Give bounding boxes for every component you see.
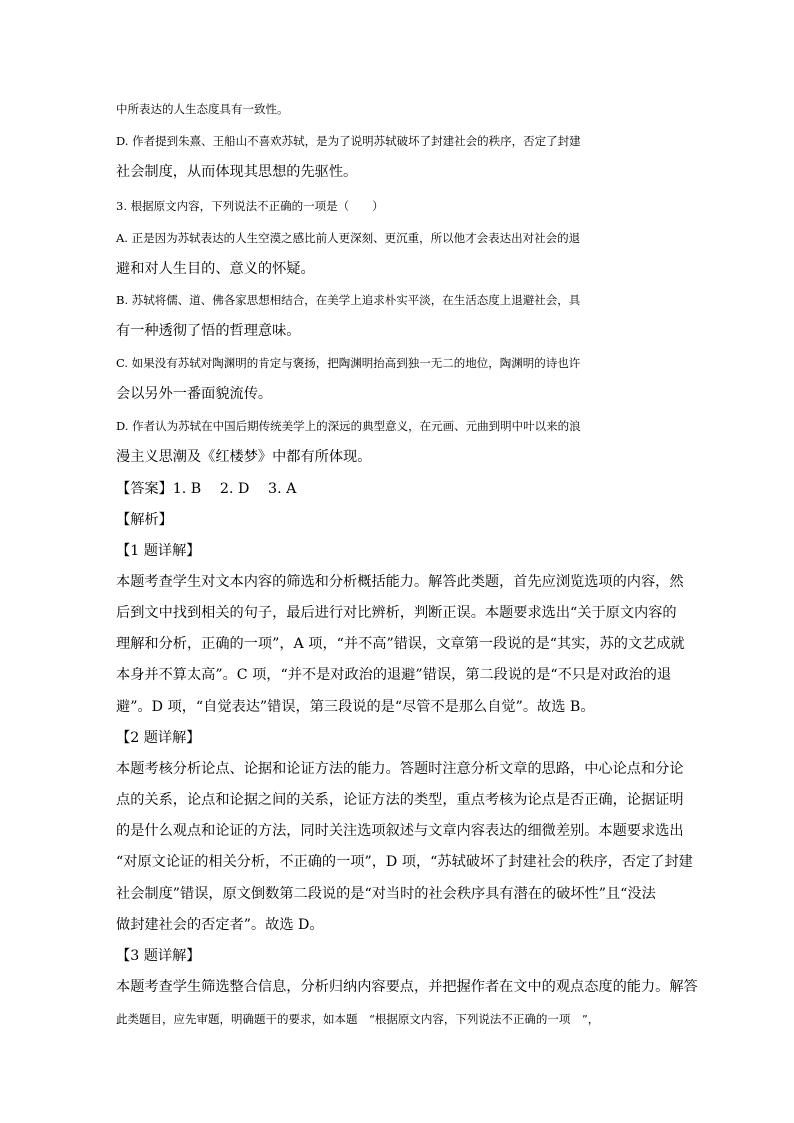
option-a-line: A. 正是因为苏轼表达的人生空漠之感比前人更深刻、更沉重，所以他才会表达出对社会的退	[116, 231, 581, 245]
text-line: 的是什么观点和论证的方法，同时关注选项叙述与文章内容表达的细微差别。本题要求选出	[116, 823, 684, 839]
text-line: 避和对人生目的、意义的怀疑。	[116, 261, 315, 277]
text-line: 社会制度”错误，原文倒数第二段说的是“对当时的社会秩序具有潜在的破坏性”且“没法	[116, 886, 656, 902]
text-line: 本题考查学生对文本内容的筛选和分析概括能力。解答此类题，首先应浏览选项的内容，然	[116, 574, 684, 590]
text-line: 此类题目，应先审题，明确题干的要求，如本题 “根据原文内容，下列说法不正确的一项 ”，	[116, 1012, 600, 1026]
option-b-line: B. 苏轼将儒、道、佛各家思想相结合，在美学上追求朴实平淡，在生活态度上退避社会，具	[116, 293, 581, 307]
text-line: 理解和分析，正确的一项”，A 项，“并不高”错误，文章第一段说的是“其实，苏的文艺成就	[116, 636, 685, 652]
text-line: 后到文中找到相关的句子，最后进行对比辨析，判断正误。本题要求选出“关于原文内容的	[116, 605, 677, 621]
text-line: 本题考核分析论点、论据和论证方法的能力。答题时注意分析文章的思路，中心论点和分论	[116, 761, 684, 777]
text-line: 本题考查学生筛选整合信息，分析归纳内容要点，并把握作者在文中的观点态度的能力。解答	[116, 979, 698, 995]
question-3-stem: 3. 根据原文内容，下列说法不正确的一项是（ ）	[116, 199, 384, 213]
text-line: “对原文论证的相关分析，不正确的一项”，D 项，“苏轼破坏了封建社会的秩序，否定了封建	[116, 854, 693, 870]
text-line: 本身并不算太高”。C 项，“并不是对政治的退避”错误，第二段说的是“不只是对政治的退	[116, 667, 672, 683]
q1-detail-heading: 【1 题详解】	[116, 543, 201, 559]
text-line: 点的关系，论点和论据之间的关系，论证方法的类型，重点考核为论点是否正确，论据证明	[116, 792, 684, 808]
answer-line: 【答案】1. B 2. D 3. A	[116, 481, 297, 497]
q3-detail-heading: 【3 题详解】	[116, 948, 201, 964]
text-line: 有一种透彻了悟的哲理意味。	[116, 323, 301, 339]
text-line: 社会制度，从而体现其思想的先驱性。	[116, 164, 358, 180]
text-line: 会以另外一番面貌流传。	[116, 386, 273, 402]
q2-detail-heading: 【2 题详解】	[116, 730, 201, 746]
text-line: 漫主义思潮及《红楼梦》中都有所体现。	[116, 449, 372, 465]
option-d-line: D. 作者提到朱熹、王船山不喜欢苏轼，是为了说明苏轼破坏了封建社会的秩序，否定了封建	[116, 134, 581, 148]
text-line: 做封建社会的否定者”。故选 D。	[116, 917, 324, 933]
option-c-line: C. 如果没有苏轼对陶渊明的肯定与褒扬，把陶渊明抬高到独一无二的地位，陶渊明的诗也许	[116, 356, 581, 370]
option-d-line: D. 作者认为苏轼在中国后期传统美学上的深远的典型意义，在元画、元曲到明中叶以来的浪	[116, 419, 581, 433]
text-line: 中所表达的人生态度具有一致性。	[116, 102, 289, 116]
text-line: 避”。D 项，“自觉表达”错误，第三段说的是“尽管不是那么自觉”。故选 B。	[116, 699, 595, 715]
analysis-heading: 【解析】	[116, 512, 173, 528]
